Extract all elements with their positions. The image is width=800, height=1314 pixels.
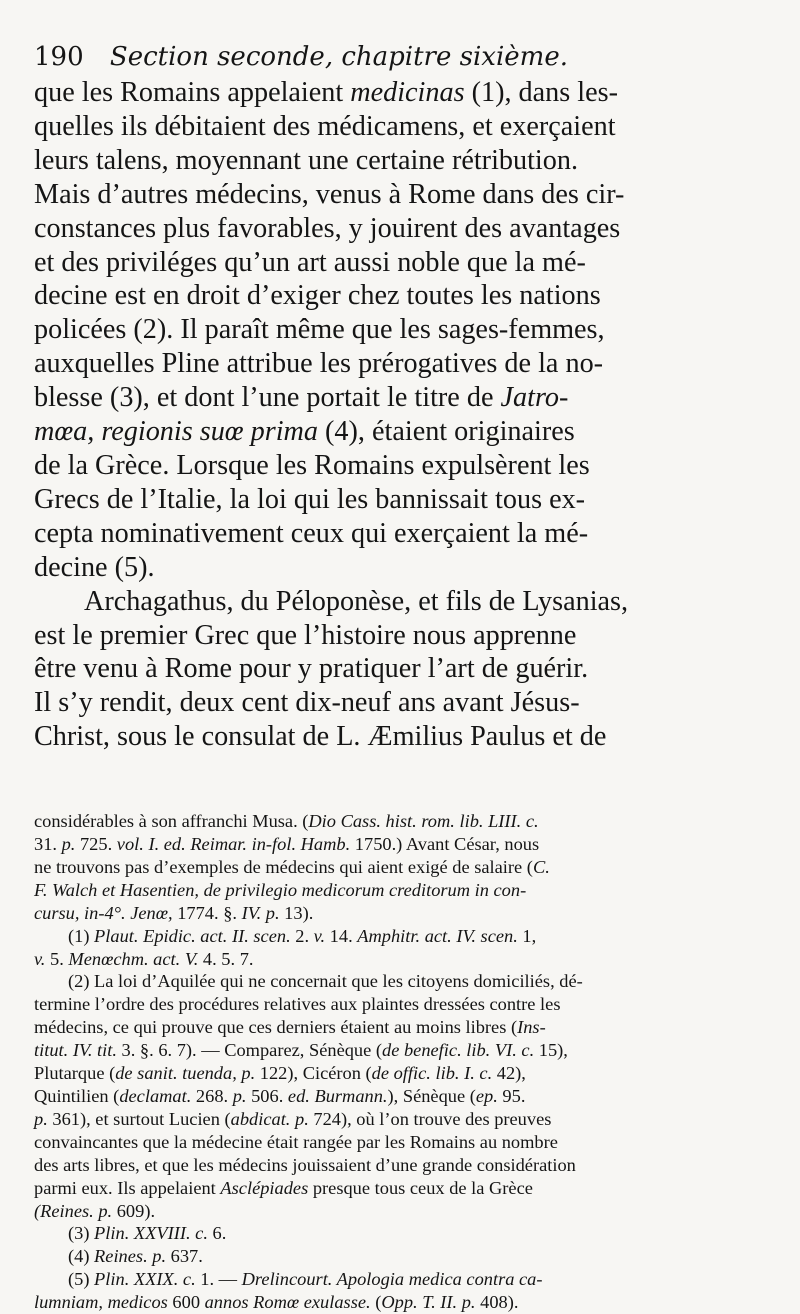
text-line: blesse (3), et dont l’une portait le titre de Jatro- bbox=[34, 382, 569, 414]
footnotes bbox=[34, 810, 764, 1314]
footnote-line: cursu, in-4°. Jenœ, 1774. §. IV. p. 13). bbox=[34, 902, 314, 923]
text-line: Il s’y rendit, deux cent dix-neuf ans avant Jésus- bbox=[34, 687, 580, 719]
text-line: Christ, sous le consulat de L. Æmilius Paulus et de bbox=[34, 721, 607, 753]
footnote-line: Quintilien (declamat. 268. p. 506. ed. Burmann.), Sénèque (ep. 95. bbox=[34, 1086, 526, 1106]
footnote-line: lumniam, medicos 600 annos Romœ exulasse. (Opp. T. II. p. 408). bbox=[34, 1292, 519, 1313]
book-page bbox=[34, 40, 764, 1314]
text-line: de la Grèce. Lorsque les Romains expulsèrent les bbox=[34, 449, 590, 481]
text-line: leurs talens, moyennant une certaine rétribution. bbox=[34, 144, 578, 176]
footnote-line: p. 361), et surtout Lucien (abdicat. p. 724), où l’on trouve des preuves bbox=[34, 1108, 552, 1129]
text-line: Grecs de l’Italie, la loi qui les bannissait tous ex- bbox=[34, 483, 586, 515]
footnote-line: Plutarque (de sanit. tuenda, p. 122), Cicéron (de offic. lib. I. c. 42), bbox=[34, 1063, 526, 1084]
footnote-line: parmi eux. Ils appelaient Asclépiades presque tous ceux de la Grèce bbox=[34, 1177, 533, 1198]
text-line: être venu à Rome pour y pratiquer l’art de guérir. bbox=[34, 653, 589, 685]
footnote-line: v. 5. Menœchm. act. V. 4. 5. 7. bbox=[34, 948, 254, 969]
text-line: et des priviléges qu’un art aussi noble que la mé- bbox=[34, 246, 586, 278]
footnote-line: (4) Reines. p. 637. bbox=[68, 1246, 203, 1267]
text-line: constances plus favorables, y jouirent des avantages bbox=[34, 212, 621, 244]
footnote-line: (5) Plin. XXIX. c. 1. — Drelincourt. Apologia medica contra ca- bbox=[68, 1269, 543, 1290]
text-line: auxquelles Pline attribue les prérogatives de la no- bbox=[34, 348, 604, 380]
text-line: quelles ils débitaient des médicamens, et exerçaient bbox=[34, 110, 616, 142]
footnote-line: médecins, ce qui prouve que ces derniers étaient au moins libres (Ins- bbox=[34, 1017, 546, 1038]
footnote-line: convaincantes que la médecine était rangée par les Romains au nombre bbox=[34, 1131, 558, 1152]
footnote-line: termine l’ordre des procédures relatives aux plaintes dressées contre les bbox=[34, 994, 561, 1015]
footnote-line: des arts libres, et que les médecins jouissaient d’une grande considération bbox=[34, 1154, 576, 1175]
running-title: Section seconde, chapitre sixième. bbox=[109, 42, 568, 72]
footnote-line: 31. p. 725. vol. I. ed. Reimar. in-fol. Hamb. 1750.) Avant César, nous bbox=[34, 834, 540, 855]
main-text bbox=[34, 76, 764, 754]
footnote-line: considérables à son affranchi Musa. (Dio Cass. hist. rom. lib. LIII. c. bbox=[34, 811, 539, 832]
text-line: que les Romains appelaient medicinas (1), dans les- bbox=[34, 77, 618, 108]
footnote-line: titut. IV. tit. 3. §. 6. 7). — Comparez, Sénèque (de benefic. lib. VI. c. 15), bbox=[34, 1040, 568, 1061]
page-number: 190 bbox=[34, 42, 84, 72]
footnote-line: (2) La loi d’Aquilée qui ne concernait que les citoyens domiciliés, dé- bbox=[68, 971, 583, 992]
text-line: cepta nominativement ceux qui exerçaient la mé- bbox=[34, 517, 589, 549]
text-line: mœa, regionis suœ prima (4), étaient originaires bbox=[34, 416, 575, 448]
text-line: decine est en droit d’exiger chez toutes les nations bbox=[34, 280, 601, 312]
text-line: est le premier Grec que l’histoire nous apprenne bbox=[34, 619, 577, 651]
text-line: policées (2). Il paraît même que les sages-femmes, bbox=[34, 314, 605, 346]
text-line: Archagathus, du Péloponèse, et fils de Lysanias, bbox=[84, 585, 629, 617]
footnote-line: (Reines. p. 609). bbox=[34, 1200, 156, 1221]
text-line: Mais d’autres médecins, venus à Rome dans des cir- bbox=[34, 178, 625, 210]
footnote-line: F. Walch et Hasentien, de privilegio medicorum creditorum in con- bbox=[34, 879, 527, 900]
footnote-line: (1) Plaut. Epidic. act. II. scen. 2. v. 14. Amphitr. act. IV. scen. 1, bbox=[68, 925, 537, 946]
footnote-line: (3) Plin. XXVIII. c. 6. bbox=[68, 1223, 227, 1244]
footnote-line: ne trouvons pas d’exemples de médecins qui aient exigé de salaire (C. bbox=[34, 856, 550, 877]
text-line: decine (5). bbox=[34, 551, 155, 583]
running-header bbox=[34, 40, 764, 76]
